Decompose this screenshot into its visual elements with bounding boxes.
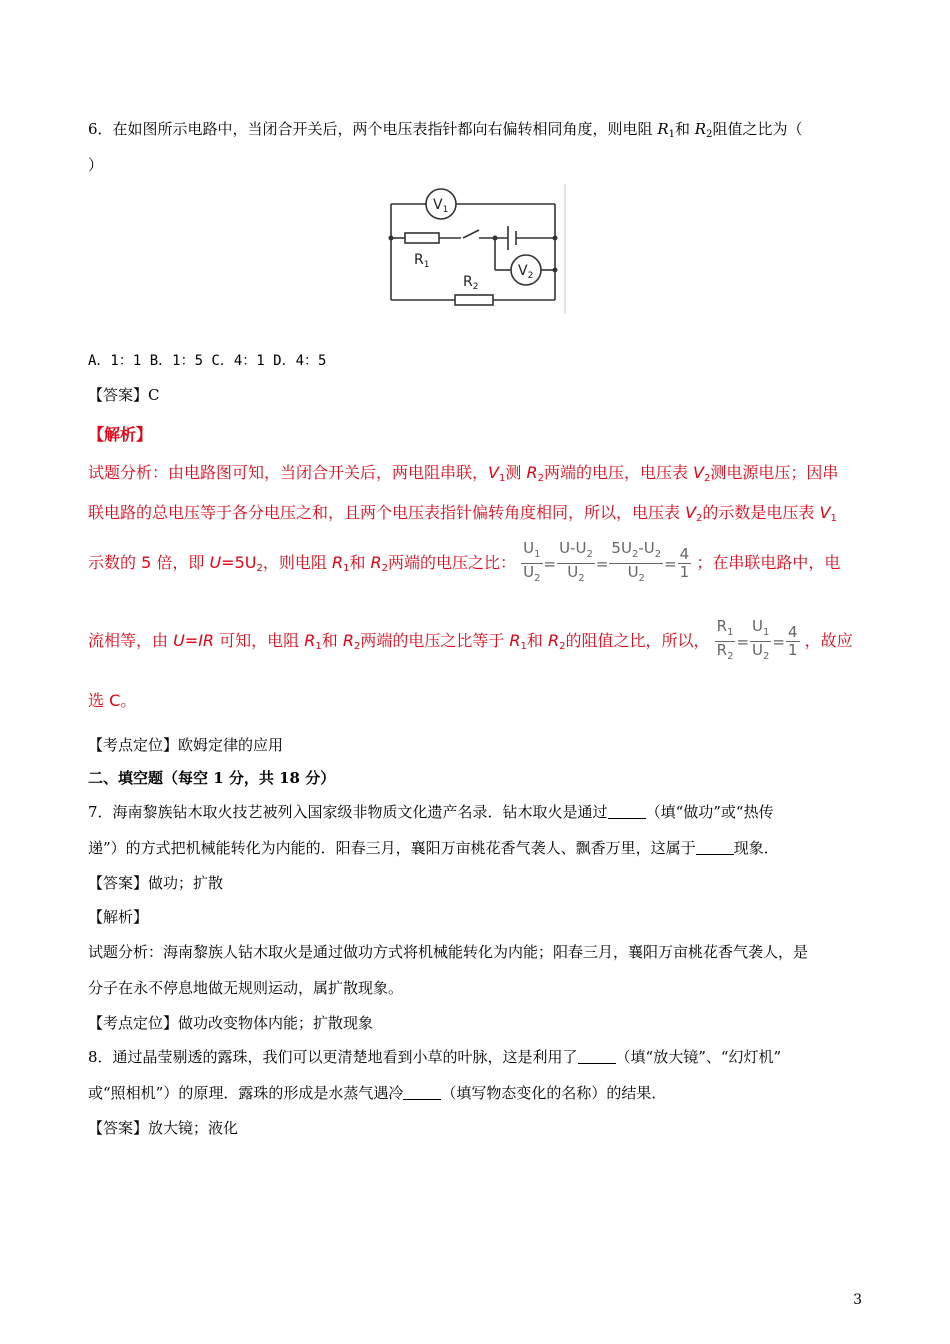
q8-blank-2[interactable] — [403, 1085, 441, 1100]
f3-num-sub-b: 2 — [654, 549, 662, 560]
a-l3-c: ，则电阻 — [262, 553, 332, 572]
f3-den-sub: 2 — [638, 573, 645, 584]
q6-r2: R — [694, 120, 707, 138]
a-l2-v2: V — [685, 503, 697, 522]
a-l4-r1-sub: 1 — [315, 641, 322, 652]
a-l2-v2-sub: 2 — [696, 513, 703, 524]
a-l1-v2: V — [693, 463, 704, 482]
a-l1-r2-sub: 2 — [537, 473, 544, 484]
f3-num-b: -U — [638, 539, 655, 557]
a-l1-a: 试题分析：由电路图可知，当闭合开关后，两电阻串联， — [88, 463, 489, 482]
q7-analysis-line2: 分子在永不停息地做无规则运动，属扩散现象。 — [88, 979, 404, 997]
a-l4-r2: R — [342, 631, 354, 650]
a-l4-c: 和 — [321, 631, 343, 650]
a-l2-b: 的示数是电压表 — [702, 503, 820, 522]
section2-heading: 二、填空题（每空 1 分，共 18 分） — [88, 769, 336, 787]
f1-den-sub: 2 — [534, 573, 541, 584]
q6-text-b: 阻值之比为（ — [712, 120, 803, 138]
q7-kaodian: 【考点定位】做功改变物体内能；扩散现象 — [88, 1014, 374, 1032]
a-l3-r2: R — [370, 553, 382, 572]
a-l3-b: =5U — [221, 553, 257, 572]
eq-5: = — [772, 632, 785, 651]
q6-analysis-line5: 选 C。 — [88, 691, 137, 710]
q7-line2 — [88, 837, 779, 858]
r1-label: R — [414, 252, 424, 268]
svg-text:R1 — [414, 252, 429, 270]
f2-num-sub: 2 — [586, 549, 593, 560]
q8-line2 — [88, 1082, 666, 1103]
g2-den-sub: 2 — [763, 651, 770, 662]
q6-analysis-line2 — [88, 500, 837, 524]
g1-num-sub: 1 — [727, 627, 734, 638]
a-l3-u: U — [209, 553, 222, 572]
a-l4-r2b-sub: 2 — [559, 641, 566, 652]
q8-answer: 【答案】放大镜；液化 — [88, 1119, 239, 1137]
a-l4-cb: 和 — [526, 631, 549, 650]
frac-r1-r2 — [715, 618, 736, 665]
q7-blank-1[interactable] — [608, 804, 646, 819]
eq-4: = — [736, 632, 750, 651]
q6-r2-sub: 2 — [706, 129, 713, 140]
a-l3-r1-sub: 1 — [343, 563, 350, 574]
q6-analysis-line3 — [88, 540, 840, 587]
r2-sub: 2 — [472, 282, 479, 292]
r1-resistor — [405, 233, 439, 243]
v1-label: V — [433, 197, 443, 213]
q6-analysis-heading: 【解析】 — [88, 425, 153, 444]
q7-l2-b: 现象． — [733, 839, 779, 857]
q8-l2-a: 或“照相机”）的原理．露珠的形成是水蒸气遇冷 — [88, 1084, 404, 1102]
q6-text-a: 6．在如图所示电路中，当闭合开关后，两个电压表指针都向右偏转相同角度，则电阻 — [88, 120, 658, 138]
q7-line1 — [88, 801, 774, 822]
frac-u1-u2-b — [750, 618, 771, 665]
f1-den: U — [523, 563, 535, 581]
q8-blank-1[interactable] — [578, 1049, 616, 1064]
a-l3-e: 两端的电压之比： — [388, 553, 517, 572]
g1-den-sub: 2 — [727, 651, 734, 662]
frac-u-minus-u2 — [557, 540, 595, 587]
q7-l2-a: 递”）的方式把机械能转化为内能的．阳春三月，襄阳万亩桃花香气袭人、飘香万里，这属于 — [88, 839, 696, 857]
a-l2-v1: V — [819, 503, 831, 522]
v2-label: V — [518, 263, 528, 279]
frac-4-1 — [678, 546, 692, 581]
a-l1-d: 测电源电压；因串 — [710, 463, 839, 482]
f1-num-sub: 1 — [534, 549, 541, 560]
q6-answer: 【答案】C — [88, 386, 160, 404]
q6-kaodian: 【考点定位】欧姆定律的应用 — [88, 736, 284, 754]
q6-stem-line2: ） — [88, 156, 104, 174]
a-l4-a: 流相等，由 — [88, 631, 174, 650]
g2-num-sub: 1 — [763, 627, 770, 638]
a-l4-d: 两端的电压之比等于 — [360, 631, 510, 650]
q8-line1 — [88, 1046, 781, 1067]
q6-options: A．1：1 B．1：5 C．4：1 D．4：5 — [88, 353, 327, 369]
f2-den-sub: 2 — [578, 573, 585, 584]
v2-sub: 2 — [527, 271, 534, 281]
a-l1-r2: R — [526, 463, 538, 482]
g3-num: 4 — [787, 623, 798, 641]
eq-2: = — [595, 554, 609, 573]
f1-num: U — [523, 539, 535, 557]
page-number: 3 — [853, 1292, 862, 1308]
v1-sub: 1 — [442, 205, 449, 215]
frac-4-1-b — [786, 624, 800, 659]
q6-r1: R — [657, 120, 669, 138]
q7-answer: 【答案】做功；扩散 — [88, 874, 224, 892]
q8-l2-b: （填写物态变化的名称）的结果． — [441, 1084, 667, 1102]
eq-3: = — [664, 554, 677, 573]
a-l4-e: 的阻值之比，所以， — [565, 631, 710, 650]
q8-l1-a: 8．通过晶莹剔透的露珠，我们可以更清楚地看到小草的叶脉，这是利用了 — [88, 1048, 578, 1066]
a-l4-r1b: R — [509, 631, 521, 650]
f3-den: U — [627, 563, 639, 581]
a-l2-v1-sub: 1 — [830, 513, 837, 524]
q8-l1-b: （填“放大镜”、“幻灯机” — [615, 1048, 782, 1066]
circuit-diagram — [387, 184, 568, 314]
a-l1-c: 两端的电压，电压表 — [543, 463, 694, 482]
a-l4-r2b: R — [548, 631, 560, 650]
f3-num-a: 5U — [611, 539, 632, 557]
q7-analysis-line1: 试题分析：海南黎族人钻木取火是通过做功方式将机械能转化为内能；阳春三月，襄阳万亩桃花香气袭人，是 — [88, 943, 809, 961]
g3-den: 1 — [787, 641, 798, 659]
f2-num: U-U — [559, 539, 587, 557]
q6-analysis-line4 — [88, 618, 853, 665]
a-l4-b: 可知，电阻 — [214, 631, 305, 650]
q7-l1-a: 7．海南黎族钻木取火技艺被列入国家级非物质文化遗产名录．钻木取火是通过 — [88, 803, 608, 821]
a-l4-r1: R — [304, 631, 316, 650]
r2-label: R — [463, 274, 473, 290]
a-l3-f: ；在串联电路中，电 — [696, 553, 841, 572]
a-l4-f: ，故应 — [804, 631, 853, 650]
a-l3-a: 示数的 5 倍，即 — [88, 553, 210, 572]
svg-text:R2 — [463, 274, 478, 292]
q7-l1-b: （填“做功”或“热传 — [645, 803, 774, 821]
r2-resistor — [455, 295, 493, 305]
a-l3-d: 和 — [349, 553, 371, 572]
f2-den: U — [567, 563, 579, 581]
a-l4-r1b-sub: 1 — [520, 641, 527, 652]
a-l1-v2-sub: 2 — [703, 473, 711, 484]
f3-num-sub-a: 2 — [631, 549, 639, 560]
f4-den: 1 — [679, 563, 690, 581]
q7-blank-2[interactable] — [696, 840, 734, 855]
eq-1: = — [543, 554, 557, 573]
a-l3-r1: R — [331, 553, 344, 572]
f4-num: 4 — [679, 545, 690, 563]
g2-num: U — [752, 617, 763, 635]
q7-analysis-heading: 【解析】 — [88, 908, 149, 926]
g1-num: R — [716, 617, 728, 635]
r1-sub: 1 — [423, 260, 430, 270]
a-l1-b: 测 — [505, 463, 527, 482]
g2-den: U — [752, 641, 763, 659]
g1-den: R — [716, 641, 728, 659]
a-l2-a: 联电路的总电压等于各分电压之和，且两个电压表指针偏转角度相同，所以，电压表 — [88, 503, 686, 522]
a-l3-r2-sub: 2 — [381, 563, 389, 574]
q6-r1-sub: 1 — [668, 129, 675, 140]
frac-u1-u2 — [521, 540, 542, 587]
a-l4-formula: U=IR — [173, 631, 215, 650]
a-l3-b-sub: 2 — [256, 563, 263, 574]
q6-analysis-line1 — [88, 460, 838, 484]
frac-5u2 — [609, 540, 663, 587]
q6-stem-line1 — [88, 118, 802, 140]
q6-and: 和 — [675, 120, 695, 138]
a-l4-r2-sub: 2 — [353, 641, 361, 652]
a-l1-v1: V — [488, 463, 499, 482]
a-l1-v1-sub: 1 — [498, 473, 506, 484]
